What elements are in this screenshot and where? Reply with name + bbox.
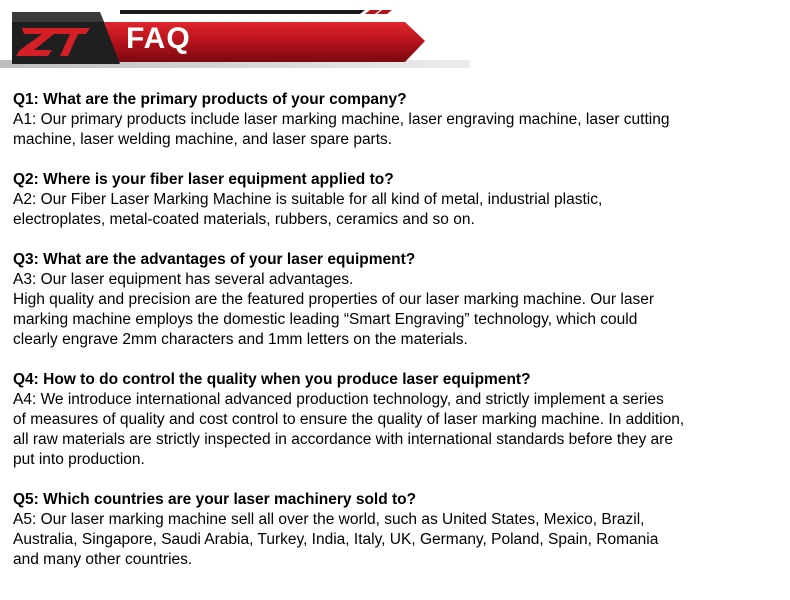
question-5: Q5: Which countries are your laser machinery sold to? [13,491,417,508]
answer-1-line-2: machine, laser welding machine, and laser spare parts. [13,131,393,148]
question-3: Q3: What are the advantages of your laser equipment? [13,251,416,268]
answer-5-line-3: and many other countries. [13,551,193,568]
answer-3-line-1: A3: Our laser equipment has several advantages. [13,271,354,288]
answer-3-line-3: marking machine employs the domestic leading “Smart Engraving” technology, which could [13,311,638,328]
faq-item-1 [13,90,783,150]
answer-4-line-2: of measures of quality and cost control to ensure the quality of laser marking machine. In addition, [13,411,685,428]
faq-title: FAQ [126,22,191,55]
faq-item-3 [13,250,783,350]
faq-item-4 [13,370,783,470]
answer-4-line-1: A4: We introduce international advanced production technology, and strictly implement a series [13,391,664,408]
answer-4-line-3: all raw materials are strictly inspected in accordance with international standards before they are [13,431,673,448]
faq-item-2 [13,170,783,230]
answer-3-line-2: High quality and precision are the featured properties of our laser marking machine. Our laser [13,291,654,308]
answer-3-line-4: clearly engrave 2mm characters and 1mm letters on the materials. [13,331,468,348]
answer-5-line-1: A5: Our laser marking machine sell all over the world, such as United States, Mexico, Brazil, [13,511,645,528]
faq-list [13,90,783,590]
question-4: Q4: How to do control the quality when you produce laser equipment? [13,371,531,388]
answer-2-line-2: electroplates, metal-coated materials, rubbers, ceramics and so on. [13,211,475,228]
banner-graphic [0,0,790,80]
question-1: Q1: What are the primary products of your company? [13,91,407,108]
faq-item-5 [13,490,783,570]
faq-banner [0,0,790,80]
answer-1-line-1: A1: Our primary products include laser marking machine, laser engraving machine, laser cutting [13,111,670,128]
question-2: Q2: Where is your fiber laser equipment applied to? [13,171,394,188]
answer-2-line-1: A2: Our Fiber Laser Marking Machine is suitable for all kind of metal, industrial plastic, [13,191,603,208]
answer-5-line-2: Australia, Singapore, Saudi Arabia, Turkey, India, Italy, UK, Germany, Poland, Spain, Romania [13,531,659,548]
answer-4-line-4: put into production. [13,451,145,468]
